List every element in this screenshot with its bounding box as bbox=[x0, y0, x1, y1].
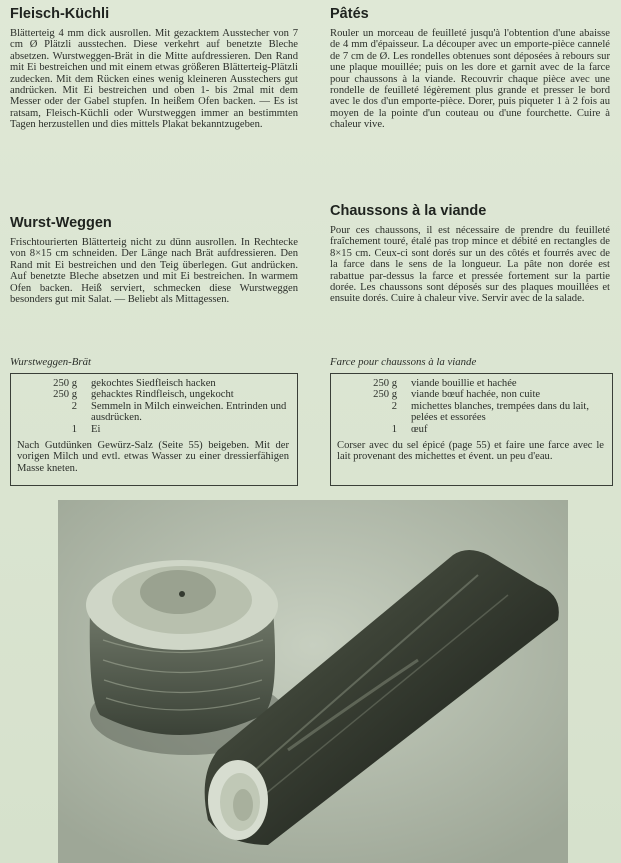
chaussons-text: Pour ces chaussons, il est nécessaire de prendre du feuilleté fraîchement touré, étalé pas trop mince et débité en rectangles de 8×15 cm. Ceux-ci sont dorés sur un des côtés et fourrés avec de la farce dans le sens de la longueur. La pâte non dorée est rabattue par-dessus la farce et pressée fortement sur la partie dorée. Les chaussons sont déposés sur des plaques mouillées et ensuite dorés. Cuire à chaleur vive. Servir avec de la salade. bbox=[330, 225, 610, 305]
ingredient-text: michettes blanches, trempées dans du lait, pelées et essorées bbox=[411, 400, 589, 424]
ingredient-qty: 1 bbox=[71, 423, 77, 435]
ingredient-text: gehacktes Rindfleisch, ungekocht bbox=[91, 389, 234, 401]
farce-ingredient-table bbox=[337, 378, 604, 435]
wurstweggen-braet-box bbox=[10, 373, 298, 486]
ingredient-text: viande bouillie et hachée bbox=[411, 378, 517, 389]
ingredient-qty: 250 g bbox=[373, 389, 397, 401]
ingredient-row bbox=[17, 424, 289, 435]
ingredient-row bbox=[337, 401, 604, 424]
ingredient-text: Ei bbox=[91, 423, 101, 435]
farce-note: Corser avec du sel épicé (page 55) et faire une farce avec le lait provenant des michettes et évent. un peu d'eau. bbox=[337, 440, 604, 463]
pates-title: Pâtés bbox=[330, 6, 369, 22]
ingredient-text: œuf bbox=[411, 423, 428, 435]
ingredient-text: Semmeln in Milch einweichen. Entrinden und ausdrücken. bbox=[91, 400, 287, 424]
ingredient-row bbox=[337, 389, 604, 400]
wurst-weggen-title: Wurst-Weggen bbox=[10, 215, 112, 231]
wurstweggen-note: Nach Gutdünken Gewürz-Salz (Seite 55) beigeben. Mit der vorigen Milch und evtl. etwas Wasser zu einer dressierfähigen Masse kneten. bbox=[17, 440, 289, 474]
wurstweggen-ingredient-table bbox=[17, 378, 289, 435]
ingredient-text: viande bœuf hachée, non cuite bbox=[411, 389, 541, 401]
ingredient-qty: 250 g bbox=[53, 378, 77, 389]
pates-text: Rouler un morceau de feuilleté jusqu'à l'obtention d'une abaisse de 4 mm d'épaisseur. La découper avec un emporte-pièce cannelé de 7 cm de Ø. Les rondelles obtenues sont déposées à rebours sur une plaque mouillée; puis on les dore et garnit avec de la farce pour chaussons à la viande. Recouvrir chaque pièce avec une rondelle de feuilleté légèrement plus grande et presser le bord avec le dos d'un emporte-pièce. Dorer, puis piqueter 1 à 2 fois au moyen de la pointe d'un couteau ou d'une fourchette. Cuire à chaleur vive. bbox=[330, 28, 610, 131]
ingredient-qty: 250 g bbox=[53, 389, 77, 401]
ingredient-qty: 2 bbox=[71, 400, 77, 412]
pastry-illustration bbox=[58, 500, 568, 863]
fleisch-kuechli-text: Blätterteig 4 mm dick ausrollen. Mit gezacktem Ausstecher von 7 cm Ø Plätzli ausstechen. Diese verkehrt auf benetzte Bleche absetzen. Wurstweggen-Brät in die Mitte aufdressieren. Den Rand mit Ei bestreichen und mit einem etwas größeren Blätterteig-Plätzli zudecken. Mit dem Rücken eines wenig kleineren Ausstechers gut andrücken. Mit Ei bestreichen und oben 1- bis 2mal mit dem Messer oder der Gabel stupfen. In heißem Ofen backen. — Es ist ratsam, Fleisch-Küchli oder Wurstweggen immer an bestimmten Tagen herzustellen und dies mittels Plakat bekanntzugeben. bbox=[10, 28, 298, 131]
farce-subtitle: Farce pour chaussons à la viande bbox=[330, 356, 477, 368]
ingredient-row bbox=[17, 389, 289, 400]
ingredient-row bbox=[17, 378, 289, 389]
chaussons-title: Chaussons à la viande bbox=[330, 203, 487, 219]
ingredient-qty: 250 g bbox=[373, 378, 397, 389]
farce-box bbox=[330, 373, 613, 486]
fleisch-kuechli-title: Fleisch-Küchli bbox=[10, 6, 110, 22]
ingredient-row bbox=[337, 378, 604, 389]
wurstweggen-braet-subtitle: Wurstweggen-Brät bbox=[10, 356, 91, 368]
ingredient-row bbox=[337, 424, 604, 435]
ingredient-text: gekochtes Siedfleisch hacken bbox=[91, 378, 216, 389]
pastry-photo bbox=[58, 500, 568, 863]
wurst-weggen-text: Frischtourierten Blätterteig nicht zu dünn ausrollen. In Rechtecke von 8×15 cm schneiden. Der Länge nach Brät aufdressieren. Den Rand mit Ei bestreichen und den Teig überlegen. Gut andrücken. Auf benetzte Bleche absetzen und mit Ei bestreichen. In warmem Ofen backen. Heiß serviert, schmecken diese Wurstweggen besonders gut mit Salat. — Beliebt als Mittagessen. bbox=[10, 237, 298, 306]
ingredient-qty: 1 bbox=[391, 423, 397, 435]
ingredient-row bbox=[17, 401, 289, 424]
ingredient-qty: 2 bbox=[391, 400, 397, 412]
